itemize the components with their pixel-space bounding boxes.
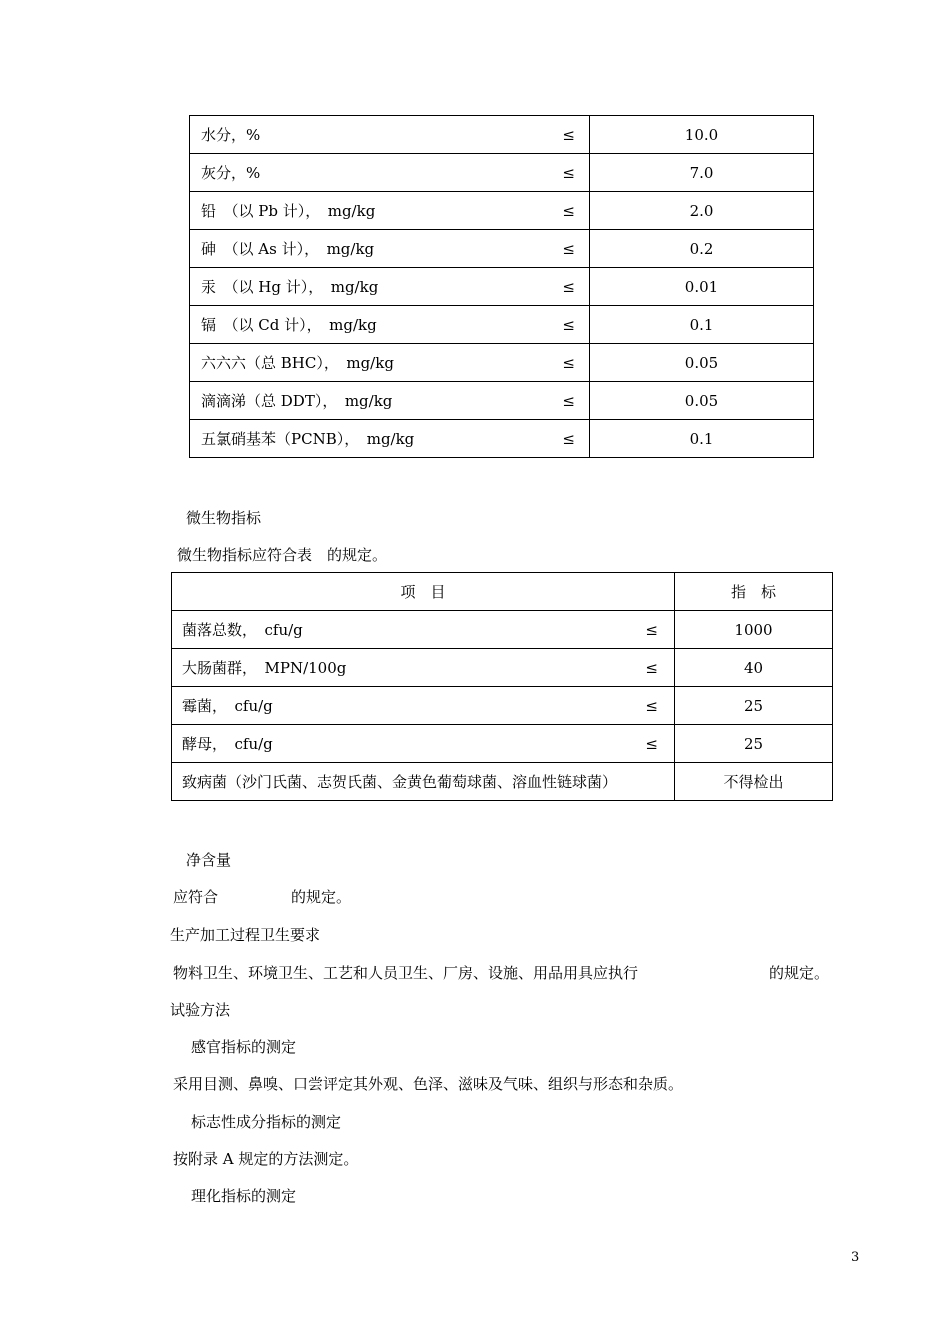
row-label-cell (190, 230, 590, 268)
row-label: 水分，% (201, 126, 261, 144)
row-value: 0.05 (590, 382, 814, 420)
le-symbol: ≤ (562, 429, 575, 448)
row-value: 10.0 (590, 116, 814, 154)
le-symbol: ≤ (645, 696, 658, 715)
table-header-row (172, 573, 833, 611)
test-method-heading: 试验方法 (170, 1001, 231, 1019)
row-label: 铅 （以 Pb 计）， mg/kg (201, 202, 376, 220)
row-label-cell (172, 649, 675, 687)
micro-intro: 微生物指标应符合表 的规定。 (177, 546, 388, 564)
row-label: 酵母， cfu/g (182, 735, 273, 753)
hygiene-text-a: 物料卫生、环境卫生、工艺和人员卫生、厂房、设施、用品用具应执行 (173, 964, 639, 982)
row-label-cell (172, 611, 675, 649)
marker-heading: 标志性成分指标的测定 (191, 1113, 342, 1131)
row-value: 7.0 (590, 154, 814, 192)
table-row (190, 382, 814, 420)
table-row (172, 687, 833, 725)
row-label: 六六六（总 BHC）， mg/kg (201, 354, 394, 372)
net-content-heading: 净含量 (186, 851, 232, 869)
le-symbol: ≤ (645, 734, 658, 753)
le-symbol: ≤ (562, 125, 575, 144)
row-label-cell (190, 344, 590, 382)
row-value: 0.1 (590, 306, 814, 344)
row-value: 0.1 (590, 420, 814, 458)
table-row (190, 268, 814, 306)
le-symbol: ≤ (645, 658, 658, 677)
header-value: 指 标 (675, 573, 833, 611)
row-label-cell (190, 420, 590, 458)
row-value: 不得检出 (675, 763, 833, 801)
row-label: 镉 （以 Cd 计）， mg/kg (201, 316, 377, 334)
row-value: 2.0 (590, 192, 814, 230)
le-symbol: ≤ (562, 201, 575, 220)
row-label-cell (172, 725, 675, 763)
table-row (190, 420, 814, 458)
net-content-text-b: 的规定。 (291, 888, 352, 906)
table-row (190, 192, 814, 230)
row-label: 菌落总数， cfu/g (182, 621, 303, 639)
row-value: 0.2 (590, 230, 814, 268)
row-label-cell (190, 306, 590, 344)
table-row (172, 611, 833, 649)
le-symbol: ≤ (562, 239, 575, 258)
table-row (190, 230, 814, 268)
row-label: 滴滴涕（总 DDT）， mg/kg (201, 392, 393, 410)
hygiene-heading: 生产加工过程卫生要求 (170, 926, 321, 944)
le-symbol: ≤ (562, 391, 575, 410)
table-row (172, 763, 833, 801)
net-content-text-a: 应符合 (173, 888, 219, 906)
row-value: 25 (675, 725, 833, 763)
microbiological-table (171, 572, 833, 801)
row-label: 致病菌（沙门氏菌、志贺氏菌、金黄色葡萄球菌、溶血性链球菌） (182, 773, 618, 791)
row-label-cell (190, 116, 590, 154)
physchem-heading: 理化指标的测定 (191, 1187, 297, 1205)
le-symbol: ≤ (562, 353, 575, 372)
sensory-heading: 感官指标的测定 (191, 1038, 297, 1056)
row-value: 1000 (675, 611, 833, 649)
row-value: 0.05 (590, 344, 814, 382)
row-label: 砷 （以 As 计）， mg/kg (201, 240, 375, 258)
table-row (190, 116, 814, 154)
row-label-cell (190, 192, 590, 230)
le-symbol: ≤ (562, 315, 575, 334)
page-number: 3 (851, 1250, 860, 1265)
row-label: 大肠菌群， MPN/100g (182, 659, 347, 677)
row-label-cell (190, 268, 590, 306)
hygiene-text-b: 的规定。 (769, 964, 830, 982)
table-row (172, 649, 833, 687)
marker-text: 按附录 A 规定的方法测定。 (173, 1150, 359, 1168)
le-symbol: ≤ (562, 163, 575, 182)
table-row (190, 306, 814, 344)
sensory-text: 采用目测、鼻嗅、口尝评定其外观、色泽、滋味及气味、组织与形态和杂质。 (173, 1075, 684, 1093)
table-row (190, 154, 814, 192)
le-symbol: ≤ (562, 277, 575, 296)
header-item: 项 目 (172, 573, 675, 611)
row-label-cell (190, 382, 590, 420)
row-value: 0.01 (590, 268, 814, 306)
physicochemical-table (189, 115, 814, 458)
row-label: 灰分，% (201, 164, 261, 182)
row-label-cell (172, 687, 675, 725)
table-row (172, 725, 833, 763)
row-label-cell (190, 154, 590, 192)
le-symbol: ≤ (645, 620, 658, 639)
row-label: 五氯硝基苯（PCNB）， mg/kg (201, 430, 415, 448)
row-label-cell (172, 763, 675, 801)
row-label: 霉菌， cfu/g (182, 697, 273, 715)
row-value: 25 (675, 687, 833, 725)
micro-heading: 微生物指标 (186, 509, 262, 527)
table-row (190, 344, 814, 382)
row-label: 汞 （以 Hg 计）， mg/kg (201, 278, 379, 296)
row-value: 40 (675, 649, 833, 687)
